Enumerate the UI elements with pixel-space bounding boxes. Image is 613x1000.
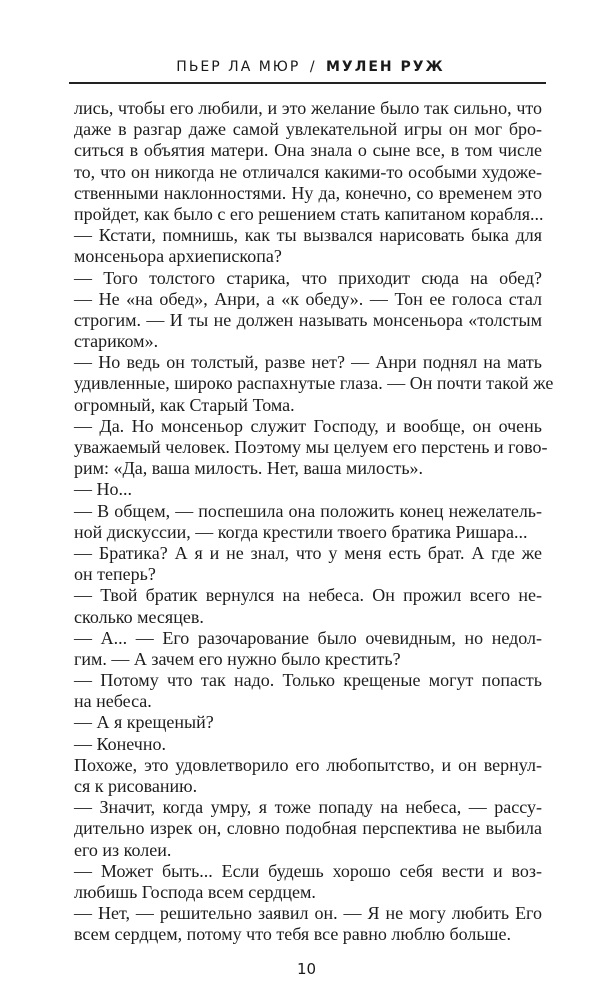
text-line: — Может быть... Если будешь хорошо себя вести и воз- bbox=[74, 860, 542, 881]
header-book-title: МУЛЕН РУЖ bbox=[325, 59, 445, 75]
text-line: — Того толстого старика, что приходит сюда на обед? bbox=[74, 267, 542, 288]
text-line: Похоже, это удовлетворило его любопытство, и он вернул- bbox=[74, 754, 542, 775]
header-separator: / bbox=[309, 59, 317, 75]
header-author: ПЬЕР ЛА МЮР bbox=[176, 59, 301, 75]
text-line: гим. — А зачем его нужно было крестить? bbox=[74, 648, 401, 669]
text-line: — Но... bbox=[74, 479, 132, 500]
text-line: стариком». bbox=[74, 331, 159, 352]
text-line: — А... — Его разочарование было очевидным, но недол- bbox=[74, 627, 542, 648]
text-line: ной дискуссии, — когда крестили твоего братика Ришара... bbox=[74, 521, 528, 542]
text-line: — Твой братик вернулся на небеса. Он прожил всего не- bbox=[74, 585, 542, 606]
text-line: — Кстати, помнишь, как ты вызвался нарисовать быка для bbox=[74, 225, 542, 246]
text-line: рим: «Да, ваша милость. Нет, ваша милость». bbox=[74, 458, 424, 479]
text-line: — Нет, — решительно заявил он. — Я не могу любить Его bbox=[74, 903, 542, 924]
text-line: то, что он никогда не отличался какими-то особыми художе- bbox=[74, 161, 542, 182]
text-line: ситься в объятия матери. Она знала о сыне все, в том числе bbox=[74, 140, 542, 161]
text-line: даже в разгар даже самой увлекательной игры он мог бро- bbox=[74, 119, 542, 140]
text-line: — Да. Но монсеньор служит Господу, и вообще, он очень bbox=[74, 415, 542, 436]
text-line: — Потому что так надо. Только крещеные могут попасть bbox=[74, 670, 542, 691]
running-header bbox=[78, 58, 543, 76]
page-number: 10 bbox=[296, 960, 317, 978]
text-line: огромный, как Старый Тома. bbox=[74, 394, 295, 415]
text-line: уважаемый человек. Поэтому мы целуем его перстень и гово- bbox=[74, 437, 548, 457]
text-line: сколько месяцев. bbox=[74, 606, 204, 627]
text-line: на небеса. bbox=[74, 691, 152, 712]
text-line: удивленные, широко распахнутые глаза. — Он почти такой же bbox=[74, 373, 554, 394]
text-line: монсеньора архиепископа? bbox=[74, 246, 282, 267]
text-line: ся к рисованию. bbox=[74, 776, 198, 796]
text-line: пройдет, как было с его решением стать капитаном корабля... bbox=[74, 203, 544, 224]
text-line: — Конечно. bbox=[74, 733, 166, 754]
text-line: строгим. — И ты не должен называть монсеньора «толстым bbox=[74, 309, 542, 330]
text-line: — Но ведь он толстый, разве нет? — Анри поднял на мать bbox=[74, 352, 542, 373]
text-line: — Значит, когда умру, я тоже попаду на небеса, — рассу- bbox=[74, 797, 542, 818]
text-line: — А я крещеный? bbox=[74, 712, 214, 733]
text-line: — Братика? А я и не знал, что у меня есть брат. А где же bbox=[74, 542, 542, 563]
text-line: ственными наклонностями. Ну да, конечно, со временем это bbox=[74, 182, 542, 203]
text-line: его из колеи. bbox=[74, 839, 172, 860]
text-line: лись, чтобы его любили, и это желание было так сильно, что bbox=[74, 98, 542, 118]
body-text bbox=[74, 98, 554, 946]
text-line: всем сердцем, потому что тебя все равно люблю больше. bbox=[74, 924, 511, 945]
text-line: — В общем, — поспешила она положить конец нежелатель- bbox=[74, 500, 542, 521]
text-line: любишь Господа всем сердцем. bbox=[74, 881, 316, 902]
text-line: — Не «на обед», Анри, а «к обеду». — Тон ее голоса стал bbox=[74, 288, 542, 309]
text-line: он теперь? bbox=[74, 564, 156, 585]
header-rule bbox=[69, 82, 546, 84]
text-line: дительно изрек он, словно подобная перспектива не выбила bbox=[74, 818, 542, 839]
